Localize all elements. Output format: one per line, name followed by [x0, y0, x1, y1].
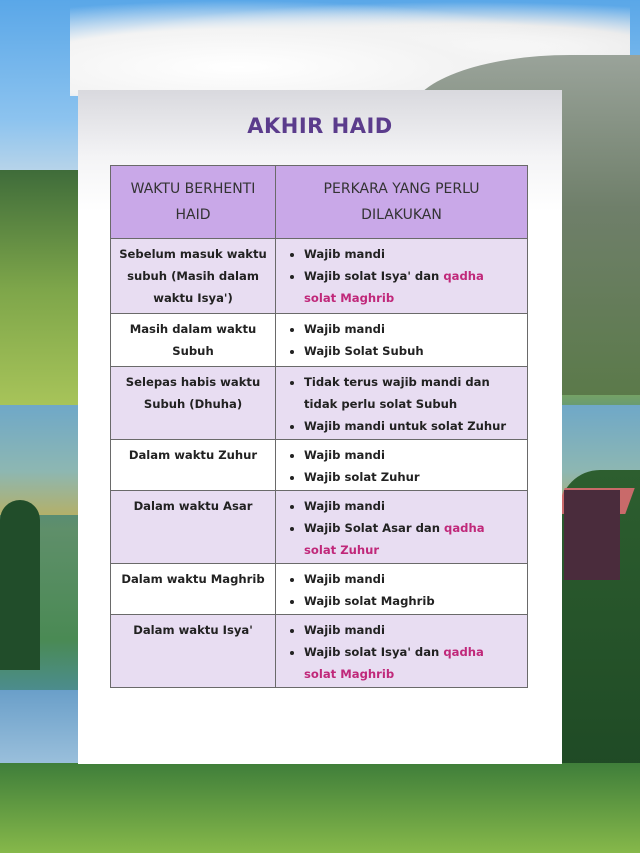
- header-perkara: PERKARA YANG PERLU DILAKUKAN: [276, 166, 528, 239]
- action-item: [304, 641, 519, 685]
- action-item: [304, 340, 519, 362]
- table-row: [111, 314, 528, 367]
- action-text: Wajib solat Isya' dan: [304, 269, 444, 283]
- action-item: [304, 466, 519, 488]
- action-text: Wajib Solat Subuh: [304, 344, 424, 358]
- action-list: [284, 495, 519, 561]
- row-time-cell: Dalam waktu Maghrib: [111, 564, 276, 615]
- row-actions-cell: [276, 367, 528, 440]
- row-actions-cell: [276, 615, 528, 688]
- action-item: [304, 517, 519, 561]
- table-header-row: [111, 166, 528, 239]
- grass-bottom: [0, 763, 640, 853]
- action-text: Wajib mandi: [304, 572, 385, 586]
- action-list: [284, 568, 519, 612]
- action-list: [284, 243, 519, 309]
- action-list: [284, 444, 519, 488]
- action-text: Wajib mandi: [304, 322, 385, 336]
- action-text: Wajib solat Zuhur: [304, 470, 420, 484]
- table-row: [111, 239, 528, 314]
- action-highlight: qadha solat Zuhur: [304, 521, 485, 557]
- action-text: Wajib mandi: [304, 623, 385, 637]
- card-title: AKHIR HAID: [247, 114, 393, 138]
- action-list: [284, 318, 519, 362]
- hill-left: [0, 170, 80, 410]
- action-list: [284, 619, 519, 685]
- action-text: Wajib mandi: [304, 448, 385, 462]
- cabin: [564, 490, 620, 580]
- row-actions-cell: [276, 564, 528, 615]
- action-item: [304, 243, 519, 265]
- action-item: [304, 415, 519, 437]
- action-text: Wajib Solat Asar dan: [304, 521, 445, 535]
- action-item: [304, 371, 519, 415]
- row-time-cell: Selepas habis waktu Subuh (Dhuha): [111, 367, 276, 440]
- action-item: [304, 495, 519, 517]
- table-row: [111, 440, 528, 491]
- table-body: [111, 239, 528, 688]
- action-highlight: qadha solat Maghrib: [304, 269, 484, 305]
- row-time-cell: Dalam waktu Isya': [111, 615, 276, 688]
- action-highlight: qadha solat Maghrib: [304, 645, 484, 681]
- row-actions-cell: [276, 491, 528, 564]
- action-text: Wajib mandi: [304, 499, 385, 513]
- row-actions-cell: [276, 440, 528, 491]
- action-text: Wajib solat Maghrib: [304, 594, 435, 608]
- row-time-cell: Sebelum masuk waktu subuh (Masih dalam waktu Isya'): [111, 239, 276, 314]
- action-text: Wajib solat Isya' dan: [304, 645, 444, 659]
- action-item: [304, 444, 519, 466]
- action-text: Wajib mandi untuk solat Zuhur: [304, 419, 507, 433]
- tree-left: [0, 500, 40, 670]
- action-text: Tidak terus wajib mandi dan tidak perlu solat Subuh: [304, 375, 490, 411]
- action-item: [304, 568, 519, 590]
- row-time-cell: Dalam waktu Zuhur: [111, 440, 276, 491]
- action-list: [284, 371, 519, 437]
- haid-table: [110, 165, 528, 688]
- action-item: [304, 590, 519, 612]
- table-row: [111, 564, 528, 615]
- action-item: [304, 265, 519, 309]
- row-time-cell: Dalam waktu Asar: [111, 491, 276, 564]
- info-card: [78, 90, 562, 764]
- row-actions-cell: [276, 239, 528, 314]
- row-actions-cell: [276, 314, 528, 367]
- table-row: [111, 367, 528, 440]
- header-waktu: WAKTU BERHENTI HAID: [111, 166, 276, 239]
- action-item: [304, 318, 519, 340]
- action-text: Wajib mandi: [304, 247, 385, 261]
- table-row: [111, 491, 528, 564]
- row-time-cell: Masih dalam waktu Subuh: [111, 314, 276, 367]
- action-item: [304, 619, 519, 641]
- table-row: [111, 615, 528, 688]
